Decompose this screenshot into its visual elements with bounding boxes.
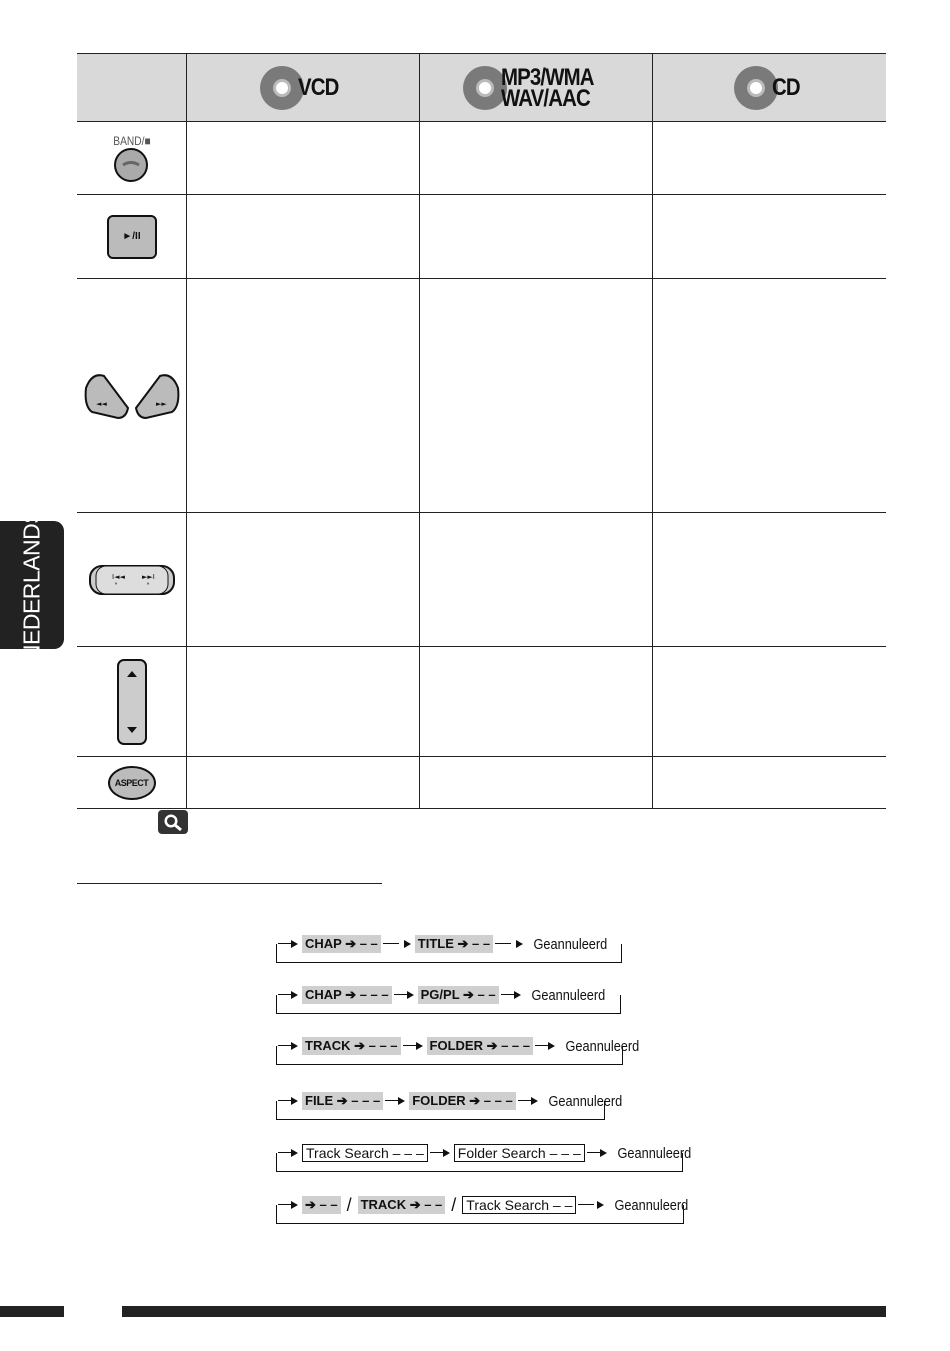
seq-item: CHAP ➔ – – (302, 935, 381, 953)
table-row (77, 513, 886, 647)
band-button[interactable] (110, 134, 154, 182)
table-row (77, 647, 886, 757)
arrow-icon (278, 939, 300, 949)
arrow-icon (278, 1148, 300, 1158)
table-row (77, 757, 886, 809)
header-mp3-label (500, 63, 594, 112)
table-row (77, 122, 886, 195)
footer-bar-left (0, 1306, 64, 1317)
header-vcd-label: VCD (298, 74, 339, 101)
table-row (77, 195, 886, 279)
seq-item: Track Search – – – (302, 1144, 428, 1162)
seq-cancelled: Geannuleerd (565, 1037, 640, 1055)
seq-item: ➔ – – (302, 1196, 341, 1214)
aspect-button-cell (77, 757, 186, 808)
function-table (77, 53, 886, 809)
seq-item: Folder Search – – – (454, 1144, 585, 1162)
seq-cancelled: Geannuleerd (548, 1092, 622, 1110)
arrow-icon (394, 990, 416, 1000)
seq-item: FILE ➔ – – – (302, 1092, 383, 1110)
sequence-chap-pgpl (276, 984, 620, 1014)
skip-buttons-cell (77, 513, 186, 646)
arrow-icon (578, 1200, 606, 1210)
arrow-icon (403, 1041, 425, 1051)
disc-icon (463, 66, 507, 110)
band-button-cell (77, 122, 186, 194)
svg-text:˄: ˄ (145, 581, 150, 591)
aspect-label: ASPECT (114, 777, 149, 788)
seq-cancelled: Geannuleerd (614, 1196, 689, 1214)
band-label: BAND/■ (112, 134, 151, 148)
footer-bar-right (122, 1306, 886, 1317)
header-mp3-line2: WAV/AAC (500, 84, 590, 112)
seq-cancelled: Geannuleerd (617, 1144, 691, 1162)
sequence-file-folder (276, 1090, 622, 1120)
seq-item: TRACK ➔ – – – (302, 1037, 401, 1055)
seq-item: PG/PL ➔ – – (418, 986, 499, 1004)
sequence-track-folder (276, 1035, 640, 1065)
seq-item: TITLE ➔ – – (415, 935, 493, 953)
header-vcd (186, 54, 419, 121)
arrow-icon (278, 1041, 300, 1051)
svg-text:˅: ˅ (113, 581, 118, 591)
seq-cancelled: Geannuleerd (531, 986, 605, 1004)
header-mp3-line1: MP3/WMA (500, 63, 594, 91)
header-empty-cell (77, 54, 186, 121)
language-tab-label: NEDERLANDS (18, 508, 45, 662)
header-cd-label: CD (772, 74, 800, 101)
arrow-icon (278, 1200, 300, 1210)
rewind-forward-icon[interactable] (80, 370, 184, 422)
play-pause-cell (77, 195, 186, 278)
sequence-chap-title (276, 933, 621, 963)
arrow-icon (385, 1096, 407, 1106)
arrow-icon (501, 990, 523, 1000)
arrow-icon (587, 1148, 609, 1158)
header-cd (652, 54, 886, 121)
skip-icon[interactable] (86, 563, 178, 597)
seq-item: FOLDER ➔ – – – (409, 1092, 515, 1110)
arrow-icon (518, 1096, 540, 1106)
header-mp3 (419, 54, 652, 121)
up-down-icon[interactable] (115, 657, 149, 747)
aspect-button[interactable] (108, 766, 156, 800)
play-pause-button[interactable] (107, 215, 157, 259)
table-header-row (77, 54, 886, 122)
table-row (77, 279, 886, 513)
section-divider (77, 883, 382, 884)
svg-text:►►I: ►►I (141, 572, 155, 581)
arrow-icon (278, 1096, 300, 1106)
svg-text:◄◄: ◄◄ (95, 399, 107, 408)
seq-item: CHAP ➔ – – – (302, 986, 392, 1004)
separator: / (346, 1194, 352, 1215)
svg-text:►►: ►► (155, 399, 167, 408)
band-stop-icon (111, 148, 151, 182)
arrow-icon (383, 939, 413, 949)
separator: / (451, 1194, 457, 1215)
seek-buttons-cell (77, 279, 186, 512)
arrow-icon (430, 1148, 452, 1158)
seq-item: TRACK ➔ – – (358, 1196, 446, 1214)
svg-text:I◄◄: I◄◄ (111, 572, 125, 581)
search-icon (158, 810, 188, 834)
language-tab (0, 508, 64, 662)
arrow-icon (278, 990, 300, 1000)
arrow-icon (495, 939, 525, 949)
seq-item: Track Search – – (462, 1196, 576, 1214)
sequence-direct-track-search (276, 1194, 689, 1224)
up-down-cell (77, 647, 186, 756)
arrow-icon (535, 1041, 557, 1051)
play-pause-label: ►/II (122, 231, 141, 242)
sequence-track-folder-search (276, 1142, 691, 1172)
seq-item: FOLDER ➔ – – – (427, 1037, 533, 1055)
seq-cancelled: Geannuleerd (533, 935, 608, 953)
